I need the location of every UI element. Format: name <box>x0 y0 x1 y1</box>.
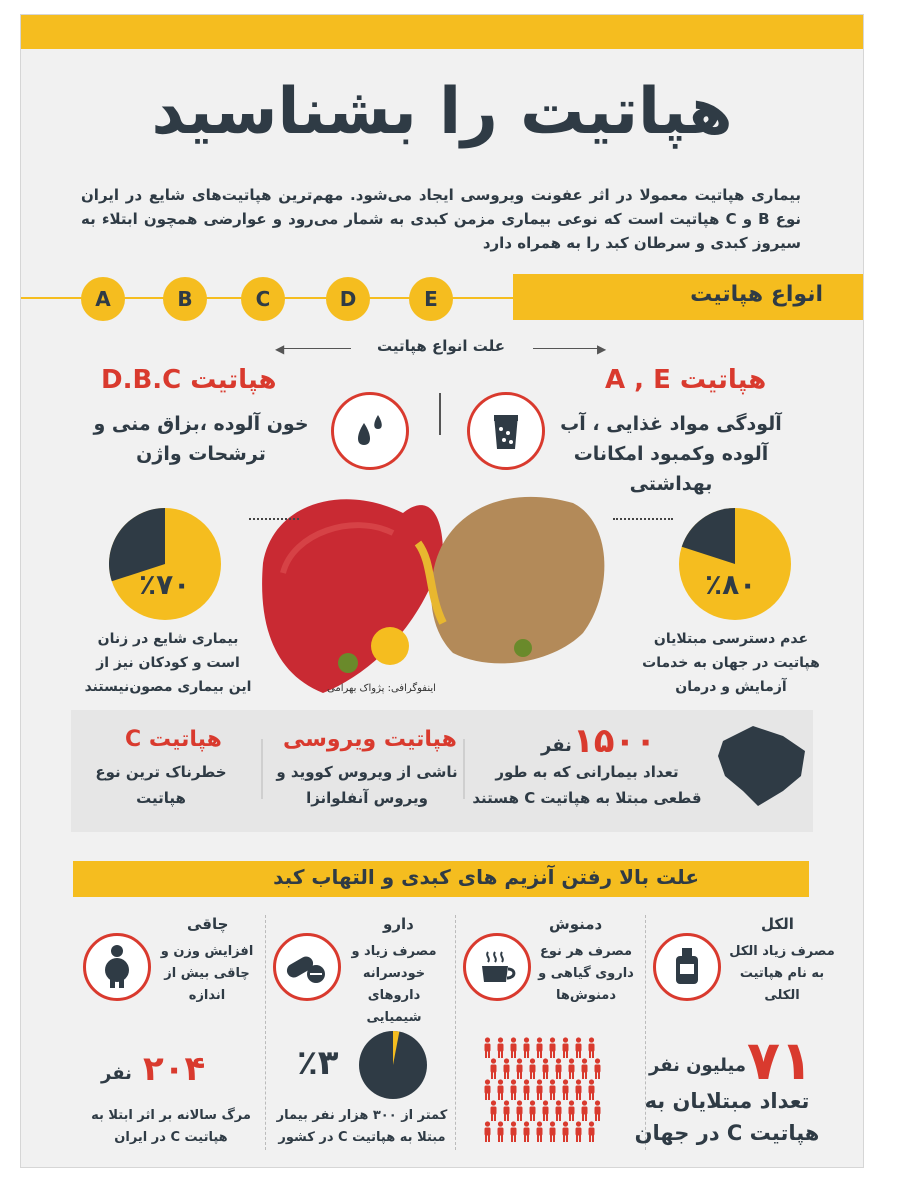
stat-1-number: ۱۵۰۰ <box>573 721 657 761</box>
person-icon <box>567 1058 576 1080</box>
person-icon <box>502 1058 511 1080</box>
letter-a: A <box>81 277 125 321</box>
country-pie <box>357 1029 429 1101</box>
ae-percent: ٪۸۰ <box>705 568 757 601</box>
dbc-text: خون آلوده ،بزاق منی و ترشحات واژن <box>93 413 309 465</box>
person-icon <box>593 1100 602 1122</box>
arrow-right-line <box>533 348 599 349</box>
enzyme-title-bar <box>73 861 809 897</box>
obese-person-icon <box>83 933 151 1001</box>
person-icon <box>541 1058 550 1080</box>
cause-alcohol-title: الکل <box>761 915 794 933</box>
arrow-right-icon: ▶ <box>597 342 607 356</box>
person-icon <box>528 1100 537 1122</box>
dbc-heading: هپاتیت D.B.C <box>101 365 277 395</box>
enzyme-title: علت بالا رفتن آنزیم های کبدی و التهاب کبد <box>273 865 699 889</box>
deaths-text: مرگ سالانه بر اثر ابتلا به هپاتیت C در ایران <box>91 1108 251 1145</box>
ae-heading: هپاتیت A , E <box>605 365 767 395</box>
country-percent: ٪۳ <box>297 1043 339 1083</box>
person-icon <box>541 1100 550 1122</box>
person-icon <box>528 1058 537 1080</box>
arrow-left-icon: ◀ <box>275 342 285 356</box>
letter-d: D <box>326 277 370 321</box>
stat-2-text: ناشی از ویروس کووید و ویروس آنفلوانزا <box>276 763 458 807</box>
ae-text: آلودگی مواد غذایی ، آب آلوده وکمبود امکانات بهداشتی <box>560 413 782 495</box>
person-icon <box>522 1037 531 1059</box>
person-icon <box>561 1121 570 1143</box>
person-icon <box>489 1058 498 1080</box>
person-icon <box>496 1079 505 1101</box>
publisher-logo <box>371 627 409 665</box>
pills-icon <box>273 933 341 1001</box>
person-icon <box>587 1037 596 1059</box>
cause-alcohol-text: مصرف زیاد الکل به نام هپاتیت الکلی <box>729 944 835 1003</box>
stat-1-text: تعداد بیمارانی که به طور قطعی مبتلا به هپاتیت C هستند <box>472 763 702 807</box>
stat-3-text: خطرناک ترین نوع هپاتیت <box>95 763 227 807</box>
person-icon <box>522 1079 531 1101</box>
person-icon <box>567 1100 576 1122</box>
person-icon <box>483 1121 492 1143</box>
dash-divider-2 <box>455 915 456 1150</box>
stats-divider-2 <box>261 739 263 799</box>
letter-c: C <box>241 277 285 321</box>
person-icon <box>509 1079 518 1101</box>
person-icon <box>496 1037 505 1059</box>
person-icon <box>593 1058 602 1080</box>
letter-e: E <box>409 277 453 321</box>
person-icon <box>554 1058 563 1080</box>
world-unit: میلیون نفر <box>649 1055 747 1076</box>
person-icon <box>561 1037 570 1059</box>
person-icon <box>483 1037 492 1059</box>
deaths-number: ۲۰۴ <box>143 1049 206 1089</box>
cause-obesity-title: چاقی <box>187 915 229 933</box>
person-icon <box>580 1058 589 1080</box>
stat-1-unit: نفر <box>541 735 572 756</box>
country-text: کمتر از ۳۰۰ هزار نفر بیمار مبتلا به هپاتیت C در کشور <box>276 1108 448 1145</box>
hot-drink-icon <box>463 933 531 1001</box>
ae-note: عدم دسترسی مبتلایان هپاتیت در جهان به خدمات آزمایش و درمان <box>642 631 820 695</box>
person-icon <box>574 1121 583 1143</box>
person-icon <box>483 1079 492 1101</box>
stats-divider-1 <box>463 739 465 799</box>
person-icon <box>548 1121 557 1143</box>
iran-map-icon <box>713 721 813 811</box>
top-bar <box>21 15 863 49</box>
dash-divider-3 <box>265 915 266 1150</box>
person-icon <box>522 1121 531 1143</box>
stat-2-heading: هپاتیت ویروسی <box>283 727 457 752</box>
infographic-page <box>20 14 864 1168</box>
world-text: تعداد مبتلایان به هپاتیت C در جهان <box>634 1089 820 1145</box>
person-icon <box>515 1100 524 1122</box>
person-icon <box>489 1100 498 1122</box>
alcohol-bottle-icon <box>653 933 721 1001</box>
stat-3-heading: هپاتیت C <box>125 727 222 752</box>
person-icon <box>580 1100 589 1122</box>
person-icon <box>509 1037 518 1059</box>
person-icon <box>587 1121 596 1143</box>
column-divider <box>439 393 441 435</box>
cause-herbal-title: دمنوش <box>549 915 603 933</box>
cause-herbal-text: مصرف هر نوع داروی گیاهی و دمنوش‌ها <box>538 944 634 1003</box>
arrow-left-line <box>283 348 351 349</box>
ae-connector <box>613 518 673 520</box>
deaths-unit: نفر <box>101 1063 132 1084</box>
page-title: هپاتیت را بشناسید <box>151 75 733 149</box>
liver-illustration <box>253 473 623 703</box>
person-icon <box>509 1121 518 1143</box>
person-icon <box>574 1079 583 1101</box>
person-icon <box>548 1079 557 1101</box>
dbc-percent: ٪۷۰ <box>139 568 191 601</box>
person-icon <box>515 1058 524 1080</box>
intro-text: بیماری هپاتیت معمولا در اثر عفونت ویروسی ایجاد می‌شود. مهم‌ترین هپاتیت‌های شایع در ایران نوع B و C هپاتیت است که نوعی بیماری مزمن کبدی به شمار می‌رود و عوارضی همچون ابتلاء به سیروز کبدی و سرطان کبد را به همراه دارد <box>81 186 801 252</box>
person-icon <box>554 1100 563 1122</box>
person-icon <box>535 1121 544 1143</box>
person-icon <box>561 1079 570 1101</box>
cause-drugs-text: مصرف زیاد و خودسرانه داروهای شیمیایی <box>351 944 437 1025</box>
world-number: ۷۱ <box>747 1029 813 1092</box>
cause-obesity-text: افزایش وزن و چاقی بیش از اندازه <box>160 944 254 1003</box>
water-glass-icon <box>467 392 545 470</box>
types-label-box <box>513 274 863 320</box>
letter-b: B <box>163 277 207 321</box>
causes-title: علت انواع هپاتیت <box>376 337 506 355</box>
dbc-note: بیماری شایع در زنان است و کودکان نیز از این بیماری مصون‌نیستند <box>84 631 252 695</box>
people-icon-grid <box>483 1037 603 1147</box>
person-icon <box>587 1079 596 1101</box>
person-icon <box>548 1037 557 1059</box>
person-icon <box>574 1037 583 1059</box>
person-icon <box>502 1100 511 1122</box>
person-icon <box>535 1079 544 1101</box>
person-icon <box>535 1037 544 1059</box>
types-label: انواع هپاتیت <box>690 282 823 307</box>
dbc-pie <box>107 506 223 622</box>
ae-pie <box>677 506 793 622</box>
dbc-connector <box>249 518 299 520</box>
person-icon <box>496 1121 505 1143</box>
credit-text: اینفوگرافی: پژواک بهرامی <box>327 683 436 694</box>
blood-drops-icon <box>331 392 409 470</box>
cause-drugs-title: دارو <box>383 915 414 933</box>
